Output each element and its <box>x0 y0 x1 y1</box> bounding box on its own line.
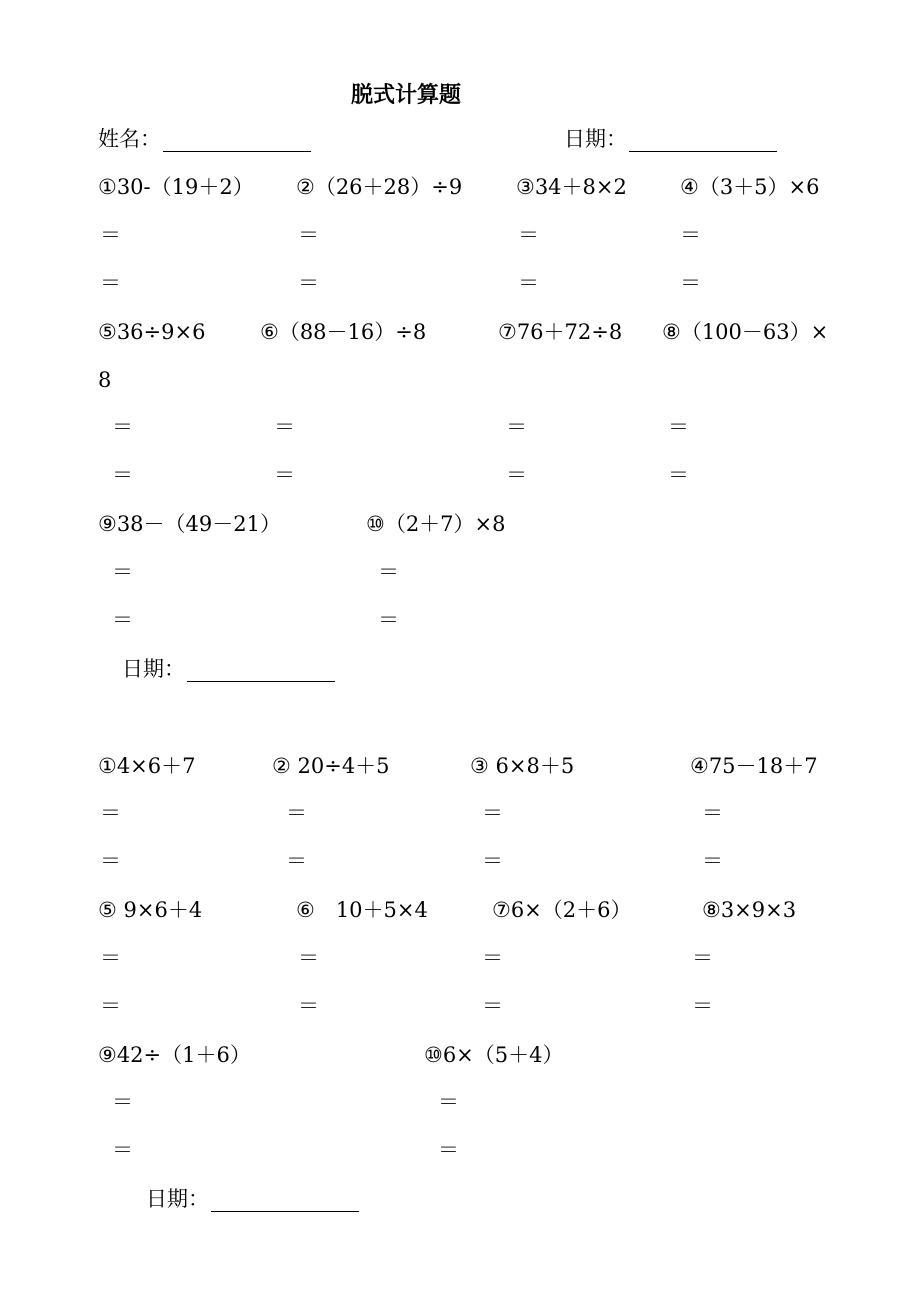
problem-2-7: ⑦6×（2＋6） <box>492 898 632 922</box>
problem-2-4: ④75－18＋7 <box>690 754 818 778</box>
problem-2-5: ⑤ 9×6＋4 <box>98 898 203 922</box>
page-title: 脱式计算题 <box>351 82 462 108</box>
answer-line[interactable]: ＝ <box>702 849 723 873</box>
name-blank[interactable] <box>163 133 311 152</box>
answer-line[interactable]: ＝ <box>286 801 307 825</box>
answer-line[interactable]: ＝ <box>692 946 713 970</box>
answer-line[interactable]: ＝ <box>482 994 503 1018</box>
answer-line[interactable]: ＝ <box>482 946 503 970</box>
problem-1-4: ④（3＋5）×6 <box>680 175 820 199</box>
answer-line[interactable]: ＝ <box>438 1138 459 1162</box>
answer-line[interactable]: ＝ <box>518 271 539 295</box>
answer-line[interactable]: ＝ <box>286 849 307 873</box>
problem-2-9: ⑨42÷（1＋6） <box>98 1043 251 1067</box>
name-field <box>98 126 311 152</box>
answer-line[interactable]: ＝ <box>100 223 121 247</box>
problem-1-9: ⑨38－（49－21） <box>98 512 281 536</box>
answer-line[interactable]: ＝ <box>100 801 121 825</box>
answer-line[interactable]: ＝ <box>112 560 133 584</box>
problem-2-1: ①4×6＋7 <box>98 754 196 778</box>
answer-line[interactable]: ＝ <box>298 271 319 295</box>
date-label: 日期： <box>146 1187 209 1211</box>
answer-line[interactable]: ＝ <box>112 1138 133 1162</box>
answer-line[interactable]: ＝ <box>274 463 295 487</box>
answer-line[interactable]: ＝ <box>668 415 689 439</box>
date-blank[interactable] <box>187 663 335 682</box>
problem-2-10: ⑩6×（5＋4） <box>424 1043 564 1067</box>
answer-line[interactable]: ＝ <box>378 560 399 584</box>
problem-1-8: ⑧（100－63）× <box>662 320 829 344</box>
answer-line[interactable]: ＝ <box>100 849 121 873</box>
problem-1-1: ①30-（19＋2） <box>98 175 254 199</box>
date-blank[interactable] <box>211 1193 359 1212</box>
answer-line[interactable]: ＝ <box>692 994 713 1018</box>
answer-line[interactable]: ＝ <box>274 415 295 439</box>
answer-line[interactable]: ＝ <box>112 415 133 439</box>
answer-line[interactable]: ＝ <box>438 1090 459 1114</box>
problem-2-8: ⑧3×9×3 <box>702 898 797 922</box>
answer-line[interactable]: ＝ <box>702 801 723 825</box>
problem-2-6: ⑥ 10＋5×4 <box>296 898 428 922</box>
answer-line[interactable]: ＝ <box>518 223 539 247</box>
answer-line[interactable]: ＝ <box>112 608 133 632</box>
problem-1-8-wrap: 8 <box>98 368 112 392</box>
problem-1-10: ⑩（2＋7）×8 <box>366 512 506 536</box>
date-blank[interactable] <box>629 133 777 152</box>
answer-line[interactable]: ＝ <box>298 994 319 1018</box>
name-label: 姓名： <box>98 127 161 151</box>
answer-line[interactable]: ＝ <box>506 415 527 439</box>
date-label: 日期： <box>122 657 185 681</box>
problem-2-2: ② 20÷4＋5 <box>272 754 390 778</box>
answer-line[interactable]: ＝ <box>298 223 319 247</box>
problem-2-3: ③ 6×8＋5 <box>470 754 575 778</box>
answer-line[interactable]: ＝ <box>482 801 503 825</box>
answer-line[interactable]: ＝ <box>378 608 399 632</box>
answer-line[interactable]: ＝ <box>100 994 121 1018</box>
answer-line[interactable]: ＝ <box>298 946 319 970</box>
problem-1-6: ⑥（88－16）÷8 <box>260 320 427 344</box>
answer-line[interactable]: ＝ <box>680 223 701 247</box>
problem-1-2: ②（26＋28）÷9 <box>296 175 463 199</box>
date-field-section2 <box>146 1186 359 1212</box>
date-field <box>564 126 777 152</box>
answer-line[interactable]: ＝ <box>100 271 121 295</box>
date-label: 日期： <box>564 127 627 151</box>
answer-line[interactable]: ＝ <box>506 463 527 487</box>
answer-line[interactable]: ＝ <box>482 849 503 873</box>
date-field-section1 <box>122 656 335 682</box>
answer-line[interactable]: ＝ <box>112 463 133 487</box>
problem-1-3: ③34＋8×2 <box>516 175 627 199</box>
answer-line[interactable]: ＝ <box>112 1090 133 1114</box>
answer-line[interactable]: ＝ <box>668 463 689 487</box>
problem-1-5: ⑤36÷9×6 <box>98 320 206 344</box>
problem-1-7: ⑦76＋72÷8 <box>498 320 623 344</box>
answer-line[interactable]: ＝ <box>100 946 121 970</box>
answer-line[interactable]: ＝ <box>680 271 701 295</box>
